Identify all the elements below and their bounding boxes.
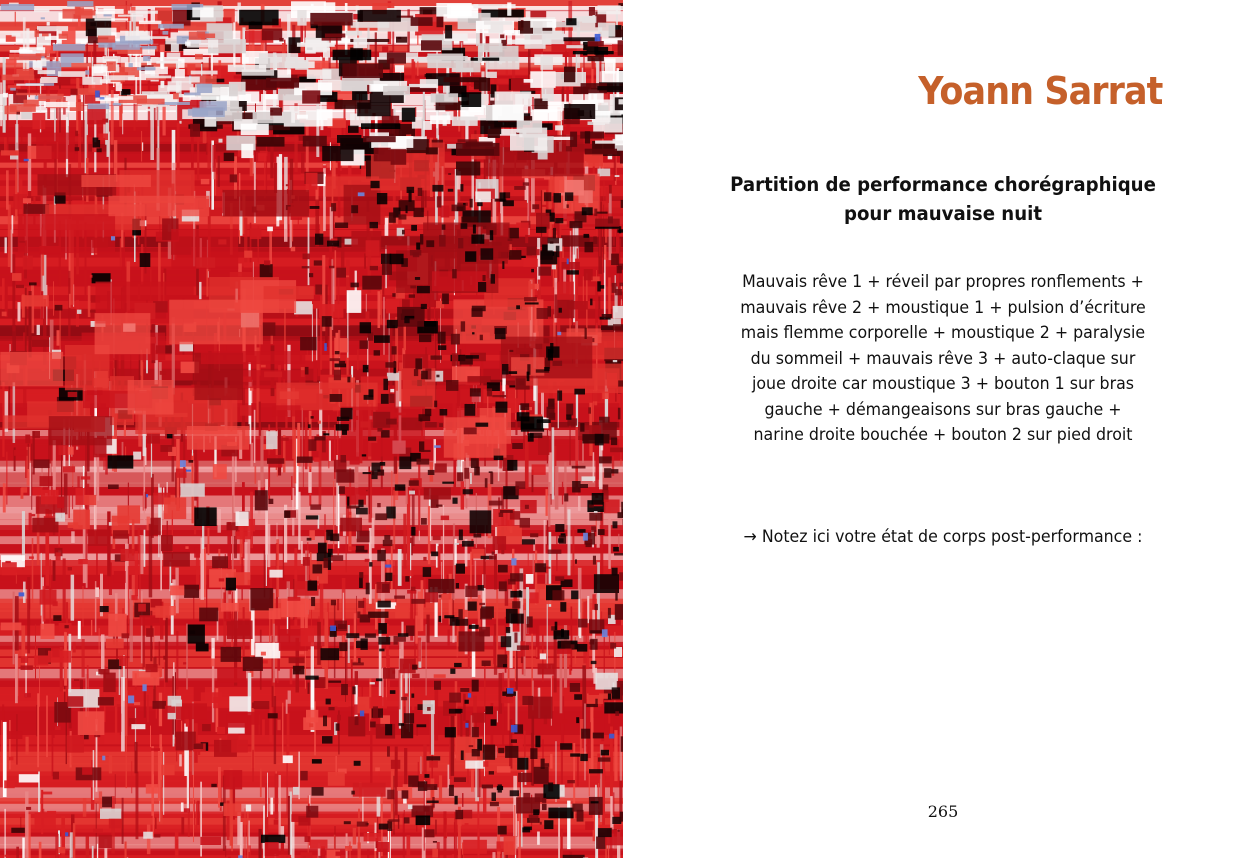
performance-score-text xyxy=(701,270,1185,449)
piece-title xyxy=(701,170,1185,228)
title-line: pour mauvaise nuit xyxy=(843,202,1043,225)
score-line: gauche + démangeaisons sur bras gauche + xyxy=(764,399,1122,420)
score-line: mais flemme corporelle + moustique 2 + paralysie xyxy=(740,323,1146,343)
score-line: Mauvais rêve 1 + réveil par propres ronflements + xyxy=(742,272,1144,292)
author-name: Yoann Sarrat xyxy=(917,69,1162,113)
right-page xyxy=(623,0,1246,858)
score-line: joue droite car moustique 3 + bouton 1 sur bras xyxy=(751,374,1134,394)
page-number: 265 xyxy=(927,802,959,821)
score-line: du sommeil + mauvais rêve 3 + auto-claque sur xyxy=(750,348,1136,369)
score-line: narine droite bouchée + bouton 2 sur pied droit xyxy=(753,425,1133,445)
score-line: mauvais rêve 2 + moustique 1 + pulsion d’écriture xyxy=(740,297,1146,318)
post-performance-note: → Notez ici votre état de corps post-performance : xyxy=(743,527,1143,547)
title-line: Partition de performance chorégraphique xyxy=(730,173,1156,196)
